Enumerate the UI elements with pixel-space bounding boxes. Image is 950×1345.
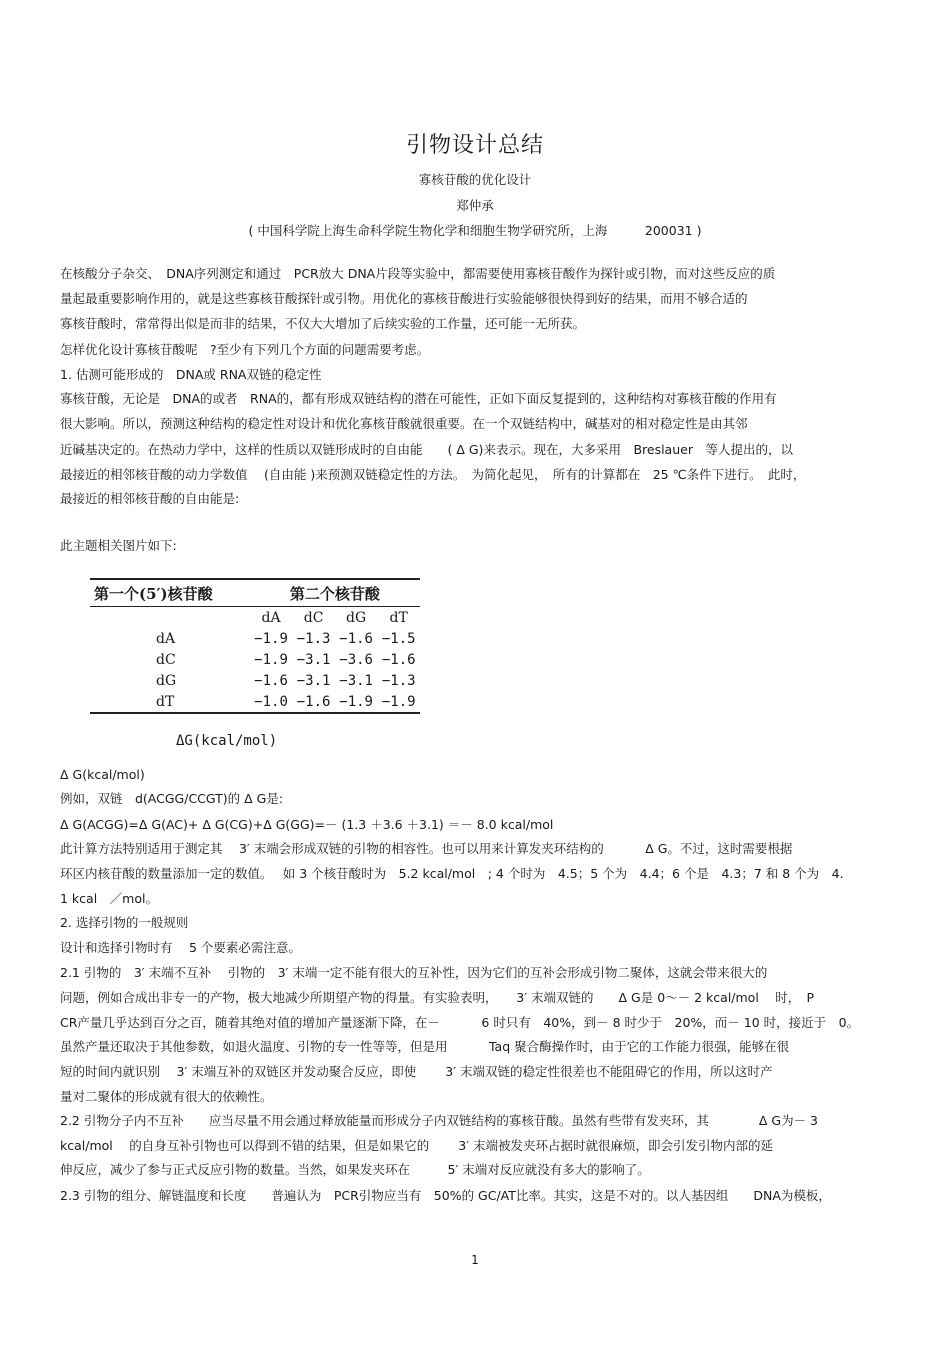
body-line: 在核酸分子杂交、 DNA序列测定和通过 PCR放大 DNA片段等实验中，都需要使用寡核苷酸作为探针或引物，而对这些反应的质 [60, 266, 776, 281]
doc-affiliation: ( 中国科学院上海生命科学院生物化学和细胞生物学研究所，上海 200031 ) [248, 223, 702, 238]
body-line: 例如，双链 d(ACGG/CCGT)的 Δ G是: [60, 791, 284, 806]
row-header: dT [156, 693, 175, 710]
table-cell: −1.9 [254, 651, 288, 668]
table-header-left: 第一个(5′)核苷酸 [94, 585, 213, 603]
doc-subtitle: 寡核苷酸的优化设计 [418, 172, 532, 187]
body-line: 寡核苷酸时，常常得出似是而非的结果，不仅大大增加了后续实验的工作量，还可能一无所获。 [60, 316, 586, 331]
body-line: 近碱基决定的。在热动力学中，这样的性质以双链形成时的自由能 ( Δ G)来表示。现在，大多采用 Breslauer 等人提出的，以 [60, 442, 793, 457]
table-row [90, 628, 420, 649]
table-cell: −1.9 [254, 630, 288, 647]
section-heading: 1. 估测可能形成的 DNA或 RNA双链的稳定性 [60, 367, 322, 382]
table-cell: −1.6 [254, 672, 288, 689]
section-heading: 2. 选择引物的一般规则 [60, 915, 189, 930]
table-cell: −1.9 [339, 693, 373, 710]
body-line: 最接近的相邻核苷酸的动力学数值 (自由能 )来预测双链稳定性的方法。 为简化起见， 所有的计算都在 25 ℃条件下进行。 此时， [60, 467, 806, 482]
table-cell: −1.6 [381, 651, 416, 668]
table-cell: −3.1 [339, 672, 373, 689]
row-header: dA [156, 630, 176, 647]
body-line: 很大影响。所以，预测这种结构的稳定性对设计和优化寡核苷酸就很重要。在一个双链结构中，碱基对的相对稳定性是由其邻 [60, 416, 748, 431]
table-row [90, 670, 420, 691]
body-line: 短的时间内就识别 3′ 末端互补的双链区并发动聚合反应，即使 3′ 末端双链的稳定性很差也不能阻碍它的作用，所以这时产 [60, 1064, 773, 1079]
column-header: dA [261, 609, 281, 626]
doc-title: 引物设计总结 [405, 133, 544, 158]
body-line: 量对二聚体的形成就有很大的依赖性。 [60, 1089, 273, 1104]
column-header: dC [303, 609, 324, 626]
body-line: 2.3 引物的组分、解链温度和长度 普遍认为 PCR引物应当有 50%的 GC/AT比率。其实，这是不对的。以人基因组 DNA为模板， [60, 1188, 831, 1203]
table-cell: −1.3 [381, 672, 416, 689]
table-cell: −3.1 [296, 672, 331, 689]
body-line: 虽然产量还取决于其他参数，如退火温度、引物的专一性等等，但是用 Taq 聚合酶操作时，由于它的工作能力很强，能够在很 [60, 1039, 790, 1054]
body-line: 寡核苷酸，无论是 DNA的或者 RNA的，都有形成双链结构的潜在可能性，正如下面反复提到的，这种结构对寡核苷酸的作用有 [60, 391, 777, 406]
body-line: 量起最重要影响作用的，就是这些寡核苷酸探针或引物。用优化的寡核苷酸进行实验能够很快得到好的结果，而用不够合适的 [60, 291, 748, 306]
body-line: 1 kcal ／mol。 [60, 891, 158, 906]
table-header-right: 第二个核苷酸 [289, 585, 380, 603]
row-header: dG [156, 672, 177, 689]
table-cell: −1.9 [381, 693, 416, 710]
table-cell: −3.1 [296, 651, 331, 668]
page-number: 1 [471, 1253, 479, 1267]
body-line: CR产量几乎达到百分之百，随着其绝对值的增加产量逐渐下降，在－ 6 时只有 40%，到－ 8 时少于 20%，而－ 10 时，接近于 0。 [60, 1015, 860, 1030]
row-header: dC [156, 651, 176, 668]
table-cell: −1.6 [339, 630, 373, 647]
table-cell: −1.0 [254, 693, 288, 710]
table-cell: −1.6 [296, 693, 331, 710]
column-header: dG [346, 609, 367, 626]
figure-intro: 此主题相关图片如下: [60, 538, 177, 553]
body-line: 最接近的相邻核苷酸的自由能是: [60, 491, 240, 506]
body-line: 2.2 引物分子内不互补 应当尽量不用会通过释放能量而形成分子内双链结构的寡核苷酸。虽然有些带有发夹环，其 Δ G为－ 3 [60, 1113, 818, 1128]
table-cell: −3.6 [339, 651, 373, 668]
table-row [90, 649, 420, 670]
body-line: Δ G(ACGG)=Δ G(AC)+ Δ G(CG)+Δ G(GG)=－ (1.3 ＋3.6 ＋3.1) ＝－ 8.0 kcal/mol [60, 817, 554, 832]
body-line: 2.1 引物的 3′ 末端不互补 引物的 3′ 末端一定不能有很大的互补性，因为它们的互补会形成引物二聚体，这就会带来很大的 [60, 965, 768, 980]
table-cell: −1.3 [296, 630, 331, 647]
table-row [90, 691, 420, 713]
body-line: 设计和选择引物时有 5 个要素必需注意。 [60, 940, 301, 955]
doc-author: 郑仲承 [456, 198, 494, 213]
body-line: 伸反应，减少了参与正式反应引物的数量。当然，如果发夹环在 5′ 末端对反应就没有多大的影响了。 [60, 1162, 650, 1177]
body-line: kcal/mol 的自身互补引物也可以得到不错的结果，但是如果它的 3′ 末端被发夹环占据时就很麻烦，即会引发引物内部的延 [60, 1138, 773, 1153]
body-line: Δ G(kcal/mol) [60, 767, 145, 782]
column-header: dT [389, 609, 408, 626]
table-cell: −1.5 [381, 630, 416, 647]
body-line: 问题，例如合成出非专一的产物，极大地减少所期望产物的得量。有实验表明， 3′ 末端双链的 Δ G是 0～－ 2 kcal/mol 时， P [60, 990, 815, 1005]
body-line: 此计算方法特别适用于测定其 3′ 末端会形成双链的引物的相容性。也可以用来计算发夹环结构的 Δ G。不过，这时需要根据 [60, 841, 793, 856]
table-caption: ΔG(kcal/mol) [176, 733, 278, 749]
body-line: 环区内核苷酸的数量添加一定的数值。 如 3 个核苷酸时为 5.2 kcal/mol ; 4 个时为 4.5；5 个为 4.4；6 个是 4.3；7 和 8 个为 4. [60, 866, 844, 881]
body-line: 怎样优化设计寡核苷酸呢 ?至少有下列几个方面的问题需要考虑。 [60, 342, 430, 357]
free-energy-table [90, 578, 420, 714]
